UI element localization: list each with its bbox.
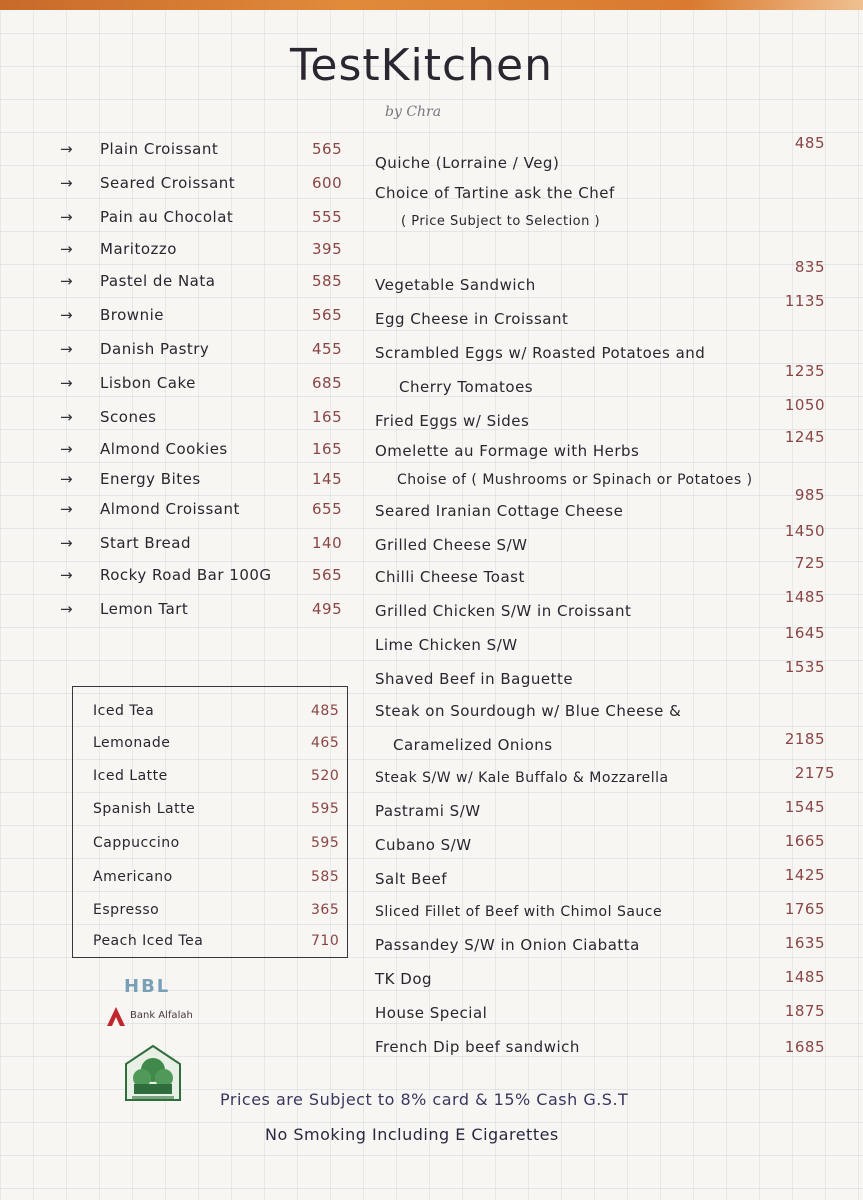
list-item: [60, 534, 360, 564]
item-name: Lime Chicken S/W: [375, 636, 518, 654]
item-name: Seared Iranian Cottage Cheese: [375, 502, 624, 520]
item-name: Almond Cookies: [100, 440, 228, 458]
item-price: 145: [312, 470, 343, 488]
item-price: 1545: [784, 798, 825, 816]
item-name: Scones: [100, 408, 157, 426]
item-name: Passandey S/W in Onion Ciabatta: [375, 936, 640, 954]
list-item: [73, 703, 347, 733]
list-item: [60, 566, 360, 596]
item-name: Start Bread: [100, 534, 191, 552]
page-subtitle: by Chra: [385, 104, 442, 120]
item-name: Peach Iced Tea: [93, 933, 204, 949]
item-name: Salt Beef: [375, 870, 448, 888]
item-price: 2185: [784, 730, 825, 748]
item-name: Scrambled Eggs w/ Roasted Potatoes and: [375, 344, 706, 362]
item-price: 520: [311, 768, 340, 784]
item-price: 1050: [784, 396, 825, 414]
item-name: Chilli Cheese Toast: [375, 568, 525, 586]
list-item: [60, 374, 360, 404]
item-price: 1645: [784, 624, 825, 642]
list-item: [73, 768, 347, 798]
arrow-icon: →: [60, 408, 74, 426]
item-name: Quiche (Lorraine / Veg): [375, 154, 560, 172]
arrow-icon: →: [60, 470, 74, 488]
item-price: 1875: [784, 1002, 825, 1020]
item-name: Iced Tea: [93, 703, 155, 719]
arrow-icon: →: [60, 566, 74, 584]
item-price: 595: [311, 835, 340, 851]
item-price: 1535: [784, 658, 825, 676]
item-name: Almond Croissant: [100, 500, 240, 518]
item-price: 1765: [784, 900, 825, 918]
item-name: Steak S/W w/ Kale Buffalo & Mozzarella: [375, 770, 669, 786]
item-name: Iced Latte: [93, 768, 168, 784]
item-price: 395: [312, 240, 343, 258]
list-item: [73, 902, 347, 932]
list-item: [60, 600, 360, 630]
item-price: 835: [794, 258, 825, 276]
item-name: Vegetable Sandwich: [375, 276, 536, 294]
item-name: French Dip beef sandwich: [375, 1038, 580, 1056]
smoking-note: No Smoking Including E Cigarettes: [265, 1125, 559, 1144]
item-price: 1245: [784, 428, 825, 446]
item-price: 565: [312, 140, 343, 158]
arrow-icon: →: [60, 534, 74, 552]
item-name: TK Dog: [375, 970, 433, 988]
item-price: 585: [312, 272, 343, 290]
item-name: Grilled Chicken S/W in Croissant: [375, 602, 632, 620]
list-item: [60, 470, 360, 500]
alfalah-mark-icon: [104, 1004, 130, 1030]
list-item: [60, 440, 360, 470]
list-item: [60, 408, 360, 438]
list-item: [60, 340, 360, 370]
item-name: Lemon Tart: [100, 600, 189, 618]
arrow-icon: →: [60, 500, 74, 518]
item-name: Pastrami S/W: [375, 802, 481, 820]
item-price: 685: [312, 374, 343, 392]
arrow-icon: →: [60, 374, 74, 392]
tax-note: Prices are Subject to 8% card & 15% Cash G.S.T: [220, 1090, 629, 1109]
item-name: Plain Croissant: [100, 140, 219, 158]
item-name: Americano: [93, 869, 173, 885]
item-price: 710: [311, 933, 340, 949]
item-name: Fried Eggs w/ Sides: [375, 412, 530, 430]
item-name: Lisbon Cake: [100, 374, 196, 392]
item-price: 600: [312, 174, 343, 192]
drinks-box: [72, 686, 348, 958]
item-price: 1485: [784, 968, 825, 986]
list-item: [60, 272, 360, 302]
arrow-icon: →: [60, 174, 74, 192]
item-name: Cubano S/W: [375, 836, 472, 854]
list-item: [60, 140, 360, 170]
item-price: 1450: [784, 522, 825, 540]
item-name: Shaved Beef in Baguette: [375, 670, 574, 688]
item-price: 165: [312, 408, 343, 426]
item-name: Seared Croissant: [100, 174, 236, 192]
list-item: [60, 306, 360, 336]
item-price: 725: [794, 554, 825, 572]
item-price: 985: [794, 486, 825, 504]
item-price: 495: [312, 600, 343, 618]
item-price: 1635: [784, 934, 825, 952]
item-name: Energy Bites: [100, 470, 201, 488]
green-emblem-icon: [118, 1040, 188, 1110]
list-item: [60, 174, 360, 204]
item-name: Choise of ( Mushrooms or Spinach or Potatoes ): [397, 472, 753, 488]
item-price: 655: [312, 500, 343, 518]
list-item: [60, 240, 360, 270]
item-name: ( Price Subject to Selection ): [401, 214, 601, 229]
item-name: Pain au Chocolat: [100, 208, 234, 226]
list-item: [73, 933, 347, 963]
item-name: Caramelized Onions: [393, 736, 553, 754]
arrow-icon: →: [60, 306, 74, 324]
item-name: Cappuccino: [93, 835, 180, 851]
arrow-icon: →: [60, 208, 74, 226]
hbl-logo: HBL: [124, 976, 171, 997]
item-name: Maritozzo: [100, 240, 177, 258]
item-price: 365: [311, 902, 340, 918]
item-price: 1135: [784, 292, 825, 310]
item-name: Omelette au Formage with Herbs: [375, 442, 640, 460]
item-name: House Special: [375, 1004, 488, 1022]
item-name: Cherry Tomatoes: [399, 378, 534, 396]
list-item: [60, 208, 360, 238]
item-name: Rocky Road Bar 100G: [100, 566, 272, 584]
item-price: 1485: [784, 588, 825, 606]
arrow-icon: →: [60, 340, 74, 358]
arrow-icon: →: [60, 140, 74, 158]
item-name: Egg Cheese in Croissant: [375, 310, 569, 328]
page-title: TestKitchen: [290, 40, 554, 91]
item-price: 2175: [794, 764, 835, 782]
item-name: Pastel de Nata: [100, 272, 216, 290]
item-price: 455: [312, 340, 343, 358]
item-price: 1235: [784, 362, 825, 380]
arrow-icon: →: [60, 240, 74, 258]
arrow-icon: →: [60, 440, 74, 458]
list-item: [73, 801, 347, 831]
item-price: 1665: [784, 832, 825, 850]
item-price: 1425: [784, 866, 825, 884]
item-name: Spanish Latte: [93, 801, 196, 817]
bank-alfalah-logo: [104, 1004, 224, 1030]
item-name: Steak on Sourdough w/ Blue Cheese &: [375, 702, 682, 720]
item-price: 140: [312, 534, 343, 552]
item-price: 1685: [784, 1038, 825, 1056]
list-item: [73, 869, 347, 899]
item-name: Sliced Fillet of Beef with Chimol Sauce: [375, 904, 663, 920]
item-price: 555: [312, 208, 343, 226]
top-band: [0, 0, 863, 10]
item-price: 465: [311, 735, 340, 751]
green-emblem-logo: [118, 1040, 188, 1110]
bank-alfalah-text: Bank Alfalah: [130, 1010, 193, 1021]
list-item: [73, 835, 347, 865]
item-name: Lemonade: [93, 735, 171, 751]
item-name: Espresso: [93, 902, 160, 918]
item-name: Grilled Cheese S/W: [375, 536, 528, 554]
item-price: 595: [311, 801, 340, 817]
item-name: Choice of Tartine ask the Chef: [375, 184, 615, 202]
item-name: Brownie: [100, 306, 164, 324]
item-price: 485: [794, 134, 825, 152]
item-name: Danish Pastry: [100, 340, 210, 358]
item-price: 165: [312, 440, 343, 458]
list-item: [60, 500, 360, 530]
item-price: 565: [312, 306, 343, 324]
item-price: 585: [311, 869, 340, 885]
item-price: 565: [312, 566, 343, 584]
arrow-icon: →: [60, 272, 74, 290]
item-price: 485: [311, 703, 340, 719]
list-item: [73, 735, 347, 765]
arrow-icon: →: [60, 600, 74, 618]
